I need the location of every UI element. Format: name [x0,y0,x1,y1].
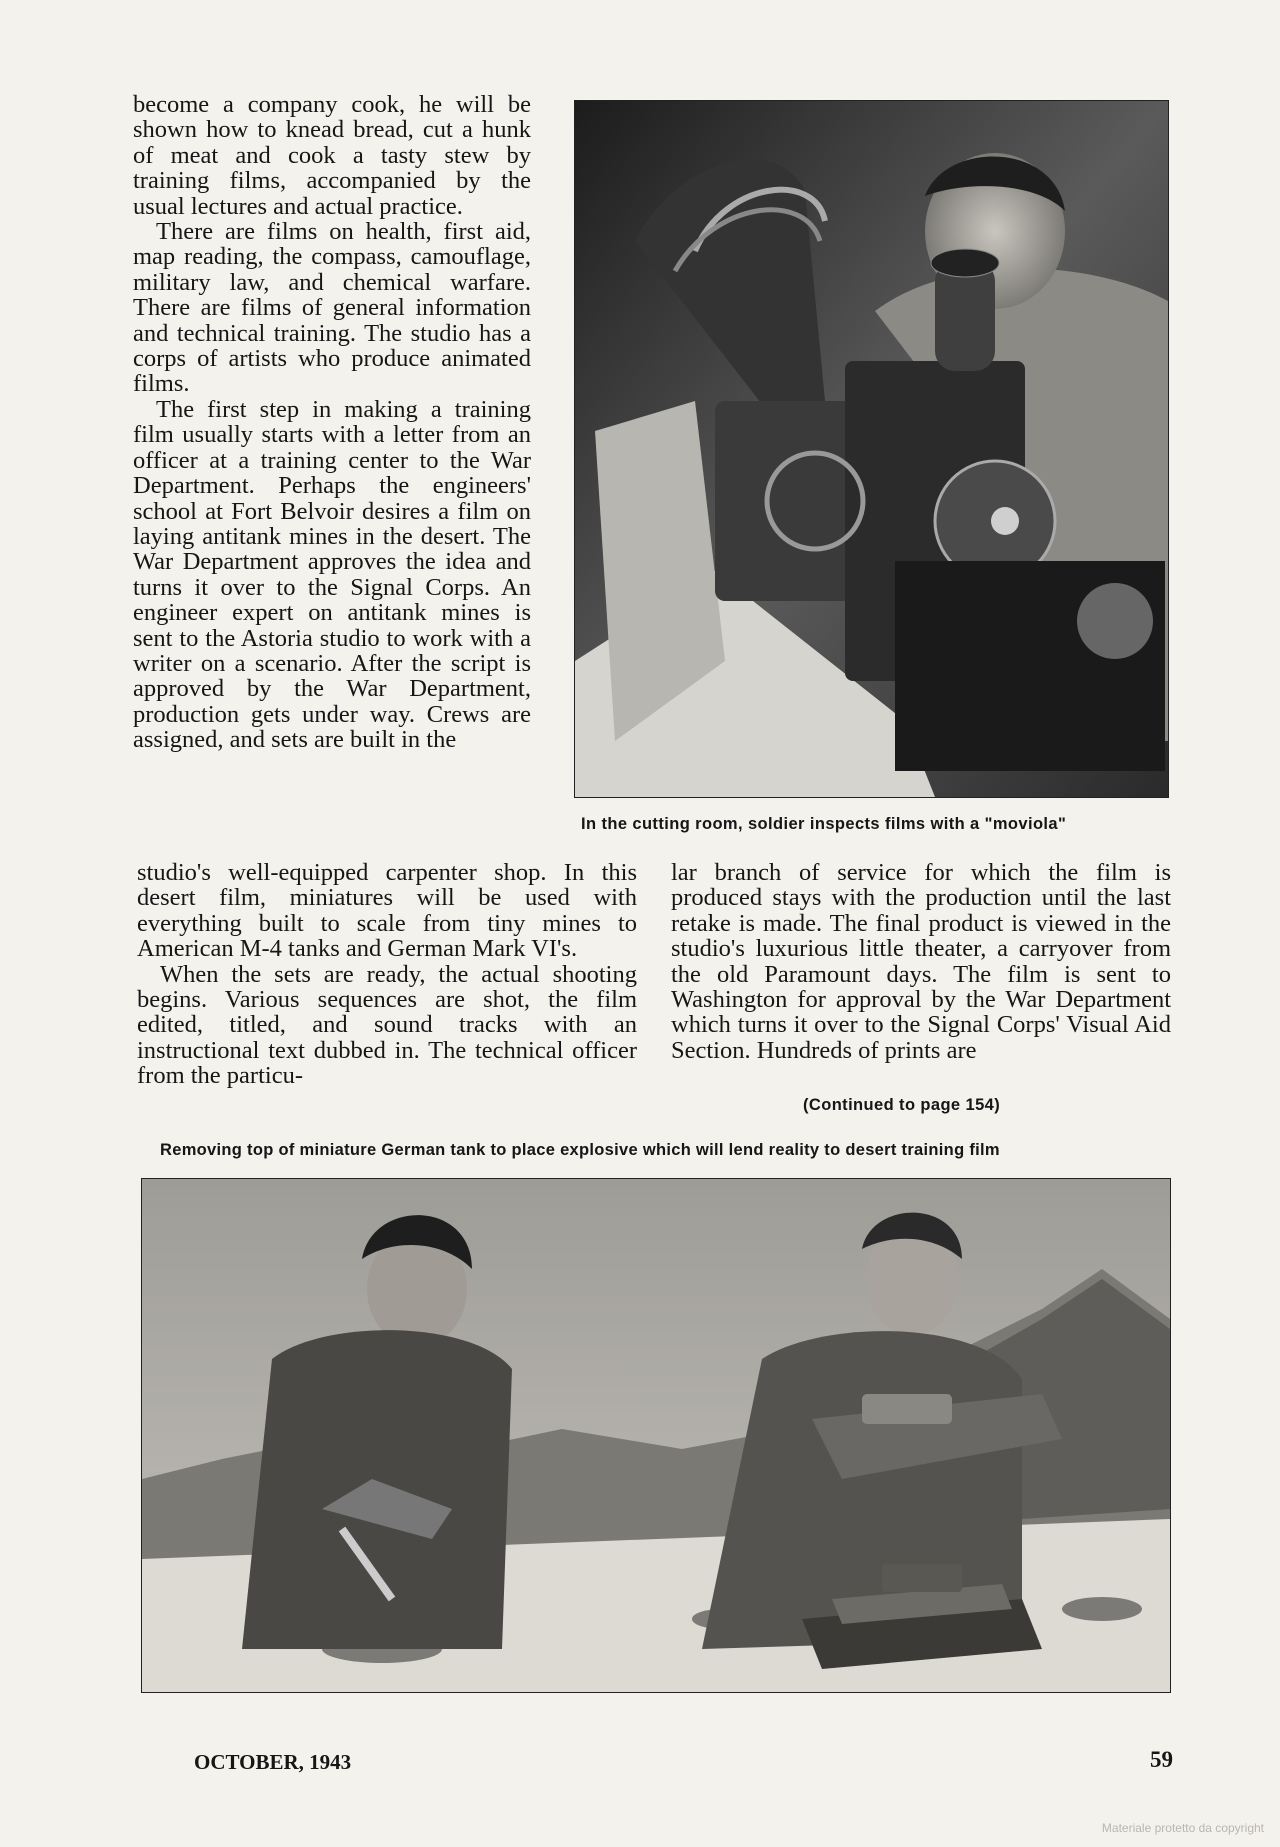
paragraph: become a company cook, he will be shown how to knead bread, cut a hunk of meat and cook a tasty stew by training films, accompanied by the usual lectures and actual practice. [133,91,531,220]
article-column-left-lower [137,860,637,1089]
photo-cutting-room-moviola [574,100,1169,798]
paragraph: studio's well-equipped carpenter shop. In this desert film, miniatures will be used with everything built to scale from tiny mines to American M-4 tanks and German Mark VI's. [137,859,637,963]
photo-caption-top: In the cutting room, soldier inspects films with a "moviola" [581,815,1067,833]
photo-miniature-tank [141,1178,1171,1693]
paragraph: lar branch of service for which the film is produced stays with the production until the last retake is made. The final product is viewed in the studio's luxurious little theater, a carryover from the old Paramount days. The film is sent to Washington for approval by the War Department which turns it over to the Signal Corps' Visual Aid Section. Hundreds of prints are [671,859,1171,1064]
photo-caption-bottom: Removing top of miniature German tank to place explosive which will lend reality to desert training film [160,1141,1000,1159]
article-column-left-upper [133,92,531,753]
copyright-watermark: Materiale protetto da copyright [1101,1821,1264,1835]
footer-issue-date: OCTOBER, 1943 [194,1750,352,1774]
moviola-photo-illustration [575,101,1168,797]
article-column-right-lower [671,860,1171,1063]
paragraph: There are films on health, first aid, map reading, the compass, camouflage, military law, and chemical warfare. There are films of general information and technical training. The studio has a corps of artists who produce animated films. [133,218,531,398]
continued-note: (Continued to page 154) [803,1096,1001,1114]
footer-page-number: 59 [1150,1747,1173,1772]
miniature-tank-photo-illustration [142,1179,1170,1692]
paragraph: The first step in making a training film usually starts with a letter from an officer at a training center to the War Department. Perhaps the engineers' school at Fort Belvoir desires a film on laying antitank mines in the desert. The War Department approves the idea and turns it over to the Signal Corps. An engineer expert on antitank mines is sent to the Astoria studio to work with a writer on a scenario. After the script is approved by the War Department, production gets under way. Crews are assigned, and sets are built in the [133,395,531,754]
paragraph: When the sets are ready, the actual shooting begins. Various sequences are shot, the film edited, titled, and sound tracks with an instructional text dubbed in. The technical officer from the particu- [137,960,637,1090]
